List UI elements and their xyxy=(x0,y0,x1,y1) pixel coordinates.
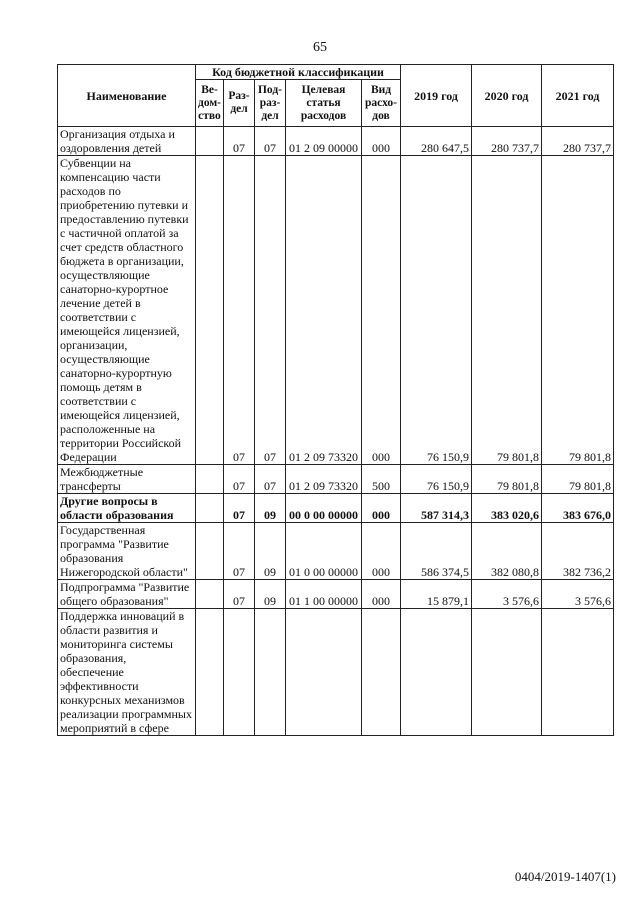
cell-target-article: 01 2 09 73320 xyxy=(286,465,362,494)
header-year-2021: 2021 год xyxy=(542,65,614,127)
cell-vedomstvo xyxy=(196,580,224,609)
cell-expense-type: 000 xyxy=(362,494,401,523)
cell-2020: 383 020,6 xyxy=(472,494,542,523)
cell-2020 xyxy=(472,609,542,736)
cell-2019: 76 150,9 xyxy=(401,465,472,494)
cell-2020: 79 801,8 xyxy=(472,465,542,494)
header-expense-type: Вид расхо- дов xyxy=(362,80,401,127)
header-target-article: Целевая статья расходов xyxy=(286,80,362,127)
cell-target-article: 01 2 09 00000 xyxy=(286,127,362,156)
header-razdel: Раз- дел xyxy=(224,80,255,127)
cell-2021: 3 576,6 xyxy=(542,580,614,609)
cell-podrazdel: 07 xyxy=(255,465,286,494)
cell-2021: 79 801,8 xyxy=(542,465,614,494)
cell-podrazdel: 07 xyxy=(255,156,286,465)
cell-2019 xyxy=(401,609,472,736)
cell-razdel xyxy=(224,609,255,736)
header-year-2019: 2019 год xyxy=(401,65,472,127)
cell-vedomstvo xyxy=(196,609,224,736)
header-name: Наименование xyxy=(58,65,196,127)
cell-name: Другие вопросы в области образования xyxy=(58,494,196,523)
cell-target-article: 01 2 09 73320 xyxy=(286,156,362,465)
budget-table xyxy=(57,64,614,736)
cell-vedomstvo xyxy=(196,465,224,494)
cell-vedomstvo xyxy=(196,494,224,523)
header-podrazdel: Под- раз- дел xyxy=(255,80,286,127)
header-vedomstvo: Ве- дом- ство xyxy=(196,80,224,127)
cell-podrazdel: 07 xyxy=(255,127,286,156)
cell-name: Подпрограмма "Развитие общего образования" xyxy=(58,580,196,609)
header-year-2020: 2020 год xyxy=(472,65,542,127)
table-row xyxy=(58,580,614,609)
cell-2019: 280 647,5 xyxy=(401,127,472,156)
cell-expense-type: 500 xyxy=(362,465,401,494)
document-code: 0404/2019-1407(1) xyxy=(514,869,616,884)
header-classification-code: Код бюджетной классификации xyxy=(196,65,401,80)
page-number: 65 xyxy=(313,40,327,55)
cell-razdel: 07 xyxy=(224,523,255,580)
cell-2021: 383 676,0 xyxy=(542,494,614,523)
cell-2020: 382 080,8 xyxy=(472,523,542,580)
cell-razdel: 07 xyxy=(224,494,255,523)
cell-2021: 382 736,2 xyxy=(542,523,614,580)
cell-2019: 587 314,3 xyxy=(401,494,472,523)
cell-2021 xyxy=(542,609,614,736)
cell-razdel: 07 xyxy=(224,465,255,494)
cell-razdel: 07 xyxy=(224,127,255,156)
table-row xyxy=(58,465,614,494)
cell-razdel: 07 xyxy=(224,156,255,465)
cell-vedomstvo xyxy=(196,156,224,465)
cell-2021: 280 737,7 xyxy=(542,127,614,156)
cell-vedomstvo xyxy=(196,523,224,580)
cell-2020: 79 801,8 xyxy=(472,156,542,465)
cell-podrazdel: 09 xyxy=(255,580,286,609)
cell-expense-type: 000 xyxy=(362,523,401,580)
cell-expense-type: 000 xyxy=(362,156,401,465)
cell-target-article: 01 0 00 00000 xyxy=(286,523,362,580)
cell-razdel: 07 xyxy=(224,580,255,609)
cell-2019: 76 150,9 xyxy=(401,156,472,465)
table-row xyxy=(58,156,614,465)
cell-expense-type: 000 xyxy=(362,127,401,156)
table-row xyxy=(58,609,614,736)
cell-2021: 79 801,8 xyxy=(542,156,614,465)
cell-2020: 280 737,7 xyxy=(472,127,542,156)
cell-expense-type: 000 xyxy=(362,580,401,609)
cell-name: Государственная программа "Развитие образования Нижегородской области" xyxy=(58,523,196,580)
table-row xyxy=(58,127,614,156)
cell-expense-type xyxy=(362,609,401,736)
cell-2020: 3 576,6 xyxy=(472,580,542,609)
cell-2019: 586 374,5 xyxy=(401,523,472,580)
cell-target-article: 00 0 00 00000 xyxy=(286,494,362,523)
cell-name: Субвенции на компенсацию части расходов по приобретению путевки и предоставлению путевки с частичной оплатой за счет средств областного бюджета в организации, осуществляющие санаторно-курортное лечение детей в соответствии с имеющейся лицензией, организации, осуществляющие санаторно-курортную помощь детям в соответствии с имеющейся лицензией, расположенные на территории Российской Федерации xyxy=(58,156,196,465)
cell-name: Межбюджетные трансферты xyxy=(58,465,196,494)
cell-podrazdel: 09 xyxy=(255,523,286,580)
cell-name: Поддержка инноваций в области развития и мониторинга системы образования, обеспечение эффективности конкурсных механизмов реализации программных мероприятий в сфере xyxy=(58,609,196,736)
table-row xyxy=(58,494,614,523)
cell-name: Организация отдыха и оздоровления детей xyxy=(58,127,196,156)
cell-podrazdel: 09 xyxy=(255,494,286,523)
cell-2019: 15 879,1 xyxy=(401,580,472,609)
cell-vedomstvo xyxy=(196,127,224,156)
cell-target-article xyxy=(286,609,362,736)
table-row xyxy=(58,523,614,580)
cell-target-article: 01 1 00 00000 xyxy=(286,580,362,609)
cell-podrazdel xyxy=(255,609,286,736)
